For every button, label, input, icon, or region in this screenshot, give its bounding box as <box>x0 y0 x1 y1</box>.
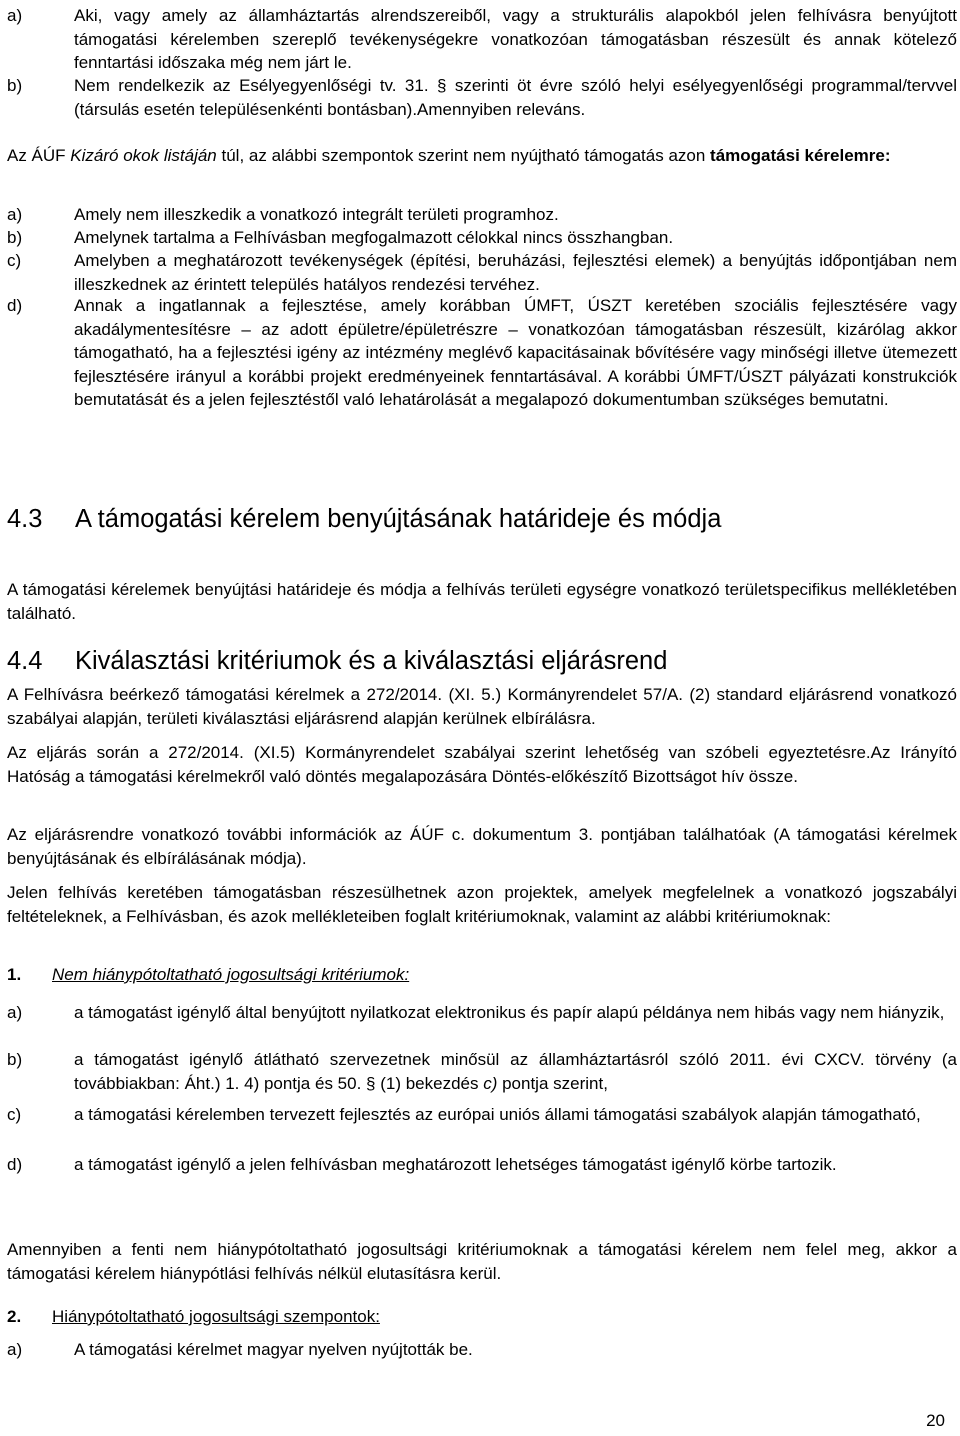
list-item-text-italic: c) <box>483 1073 498 1093</box>
list-item <box>7 1338 957 1362</box>
criteria-heading <box>7 963 409 987</box>
list-item <box>7 1048 957 1095</box>
list-item <box>7 203 957 227</box>
list-item-text: Nem rendelkezik az Esélyegyenlőségi tv. 31. § szerinti öt évre szóló helyi esélyegyenlőségi programmal/tervvel (társulás esetén településenkénti bontásban).Amennyiben releváns. <box>74 76 957 119</box>
list-item <box>7 1153 957 1177</box>
section-title: Kiválasztási kritériumok és a kiválasztási eljárásrend <box>75 647 668 675</box>
criteria-number: 1. <box>7 965 22 984</box>
list-marker: b) <box>7 228 23 247</box>
list-item-text: A támogatási kérelmet magyar nyelven nyújtották be. <box>74 1340 473 1359</box>
list-marker: b) <box>7 1050 23 1069</box>
criteria-number: 2. <box>7 1307 22 1326</box>
list-item-text: a támogatási kérelemben tervezett fejlesztés az európai uniós állami támogatási szabályok alapján támogatható, <box>74 1105 921 1124</box>
section-number: 4.4 <box>7 647 43 675</box>
list-item <box>7 1001 957 1025</box>
kizaro-italic: Kizáró okok listáján <box>70 146 217 165</box>
section-heading <box>7 504 721 534</box>
list-item <box>7 4 957 75</box>
section-number: 4.3 <box>7 505 43 533</box>
list-item <box>7 294 957 412</box>
list-item-text-part: pontja szerint, <box>497 1073 608 1093</box>
list-marker: b) <box>7 76 23 95</box>
list-marker: a) <box>7 6 23 25</box>
list-marker: c) <box>7 251 22 270</box>
paragraph: A Felhívásra beérkező támogatási kérelmek a 272/2014. (XI. 5.) Kormányrendelet 57/A. (2) standard eljárásrend vonatkozó szabályai alapján, területi kiválasztási eljárásrend alapján kerülnek elbírálásra. <box>7 685 957 728</box>
list-item-text <box>74 1048 957 1095</box>
list-item-text: Annak a ingatlannak a fejlesztése, amely korábban ÚMFT, ÚSZT keretében szociális fejlesztésére vagy akadálymentesítésre – az adott épületre/épületrészre – vonatkozóan támogatásban részesült, kizárólag akkor támogatható, ha a fejlesztési igény az intézmény meglévő kapacitásainak bővítésére vagy minőségi illetve ütemezett fejlesztésére irányul a korábbi projekt eredményeinek fenntartásával. A korábbi ÚMFT/ÚSZT pályázati konstrukciók bemutatását és a jelen fejlesztéstől való lehatárolását a megalapozó dokumentumban szükséges bemutatni. <box>74 296 957 409</box>
list-item-text-part: a támogatást igénylő átlátható szervezetnek minősül az államháztartásról szóló 2011. évi CXCV. törvény (a továbbiakban: Áht.) 1. 4) pontja és 50. § (1) bekezdés <box>74 1050 957 1093</box>
criteria-title: Nem hiánypótoltatható jogosultsági kritériumok: <box>52 965 410 984</box>
list-item-text: Aki, vagy amely az államháztartás alrendszereiből, vagy a strukturális alapokból jelen felhívásra benyújtott támogatási kérelemben szereplő tevékenységekre vonatkozóan támogatásban részesült és annak kötelező fenntartási időszaka még nem járt le. <box>74 6 957 72</box>
list-item-text: a támogatást igénylő a jelen felhívásban meghatározott lehetséges támogatást igénylő körbe tartozik. <box>74 1155 837 1174</box>
paragraph: A támogatási kérelemek benyújtási határideje és módja a felhívás területi egységre vonatkozó területspecifikus mellékletében található. <box>7 580 957 623</box>
criteria-title: Hiánypótoltatható jogosultsági szempontok: <box>52 1307 380 1326</box>
list-marker: d) <box>7 296 23 315</box>
kizaro-bold: támogatási kérelemre: <box>710 146 891 165</box>
paragraph: Az eljárásrendre vonatkozó további információk az ÁÚF c. dokumentum 3. pontjában találhatóak (A támogatási kérelmek benyújtásának és elbírálásának módja). <box>7 825 957 868</box>
list-item <box>7 1103 957 1127</box>
paragraph: Amennyiben a fenti nem hiánypótoltatható jogosultsági kritériumoknak a támogatási kérelem nem felel meg, akkor a támogatási kérelem hiánypótlási felhívás nélkül elutasításra kerül. <box>7 1240 957 1283</box>
section-heading <box>7 646 667 676</box>
page-number: 20 <box>926 1411 945 1430</box>
section-title: A támogatási kérelem benyújtásának határideje és módja <box>75 505 722 533</box>
list-item <box>7 226 957 250</box>
kizaro-mid: túl, az alábbi szempontok szerint nem nyújtható támogatás azon <box>216 146 711 165</box>
list-item-text: a támogatást igénylő által benyújtott nyilatkozat elektronikus és papír alapú példánya nem hibás vagy nem hiányzik, <box>74 1003 945 1022</box>
kizaro-intro <box>7 144 957 168</box>
list-marker: c) <box>7 1105 22 1124</box>
paragraph: Jelen felhívás keretében támogatásban részesülhetnek azon projektek, amelyek megfelelnek a vonatkozó jogszabályi feltételeknek, a Felhívásban, és azok mellékleteiben foglalt kritériumoknak, valamint az alábbi kritériumoknak: <box>7 883 957 926</box>
list-item <box>7 74 957 121</box>
list-item-text: Amelynek tartalma a Felhívásban megfogalmazott célokkal nincs összhangban. <box>74 228 674 247</box>
list-marker: a) <box>7 205 23 224</box>
paragraph: Az eljárás során a 272/2014. (XI.5) Kormányrendelet szabályai szerint lehetőség van szóbeli egyeztetésre.Az Irányító Hatóság a támogatási kérelmekről való döntés megalapozására Döntés-előkészítő Bizottságot hív össze. <box>7 743 957 786</box>
criteria-heading <box>7 1305 380 1329</box>
list-item-text: Amely nem illeszkedik a vonatkozó integrált területi programhoz. <box>74 205 559 224</box>
list-item-text: Amelyben a meghatározott tevékenységek (építési, beruházási, fejlesztési elemek) a benyújtás időpontjában nem illeszkednek az érintett település hatályos rendezési tervéhez. <box>74 251 957 294</box>
list-item <box>7 249 957 296</box>
kizaro-pre: Az ÁÚF <box>7 146 71 165</box>
list-marker: a) <box>7 1340 23 1359</box>
list-marker: a) <box>7 1003 23 1022</box>
list-marker: d) <box>7 1155 23 1174</box>
